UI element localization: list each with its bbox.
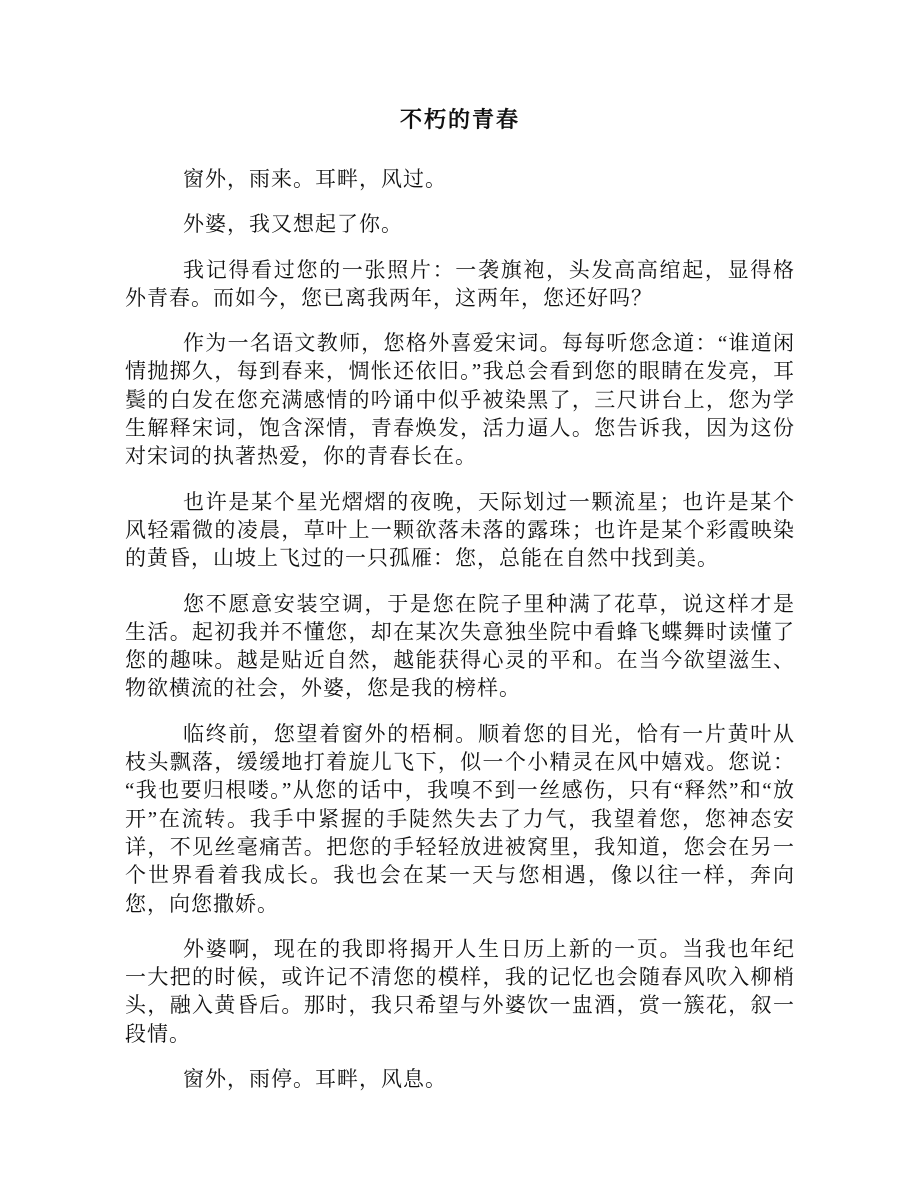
essay-title: 不朽的青春 bbox=[399, 107, 520, 132]
essay-paragraph: 也许是某个星光熠熠的夜晚，天际划过一颗流星；也许是某个风轻霜微的凌晨，草叶上一颗欲落未落的露珠；也许是某个彩霞映染的黄昏，山坡上飞过的一只孤雁：您，总能在自然中找到美。 bbox=[125, 489, 795, 571]
essay-paragraph: 临终前，您望着窗外的梧桐。顺着您的目光，恰有一片黄叶从枝头飘落，缓缓地打着旋儿飞下，似一个小精灵在风中嬉戏。您说：“我也要归根喽。”从您的话中，我嗅不到一丝感伤，只有“释然”和“放开”在流转。我手中紧握的手陡然失去了力气，我望着您，您神态安详，不见丝毫痛苦。把您的手轻轻放进被窝里，我知道，您会在另一个世界看着我成长。我也会在某一天与您相遇，像以往一样，奔向您，向您撒娇。 bbox=[125, 721, 795, 916]
essay-paragraph: 作为一名语文教师，您格外喜爱宋词。每每听您念道：“谁道闲情抛掷久，每到春来，惆怅还依旧。”我总会看到您的眼睛在发亮，耳鬓的白发在您充满感情的吟诵中似乎被染黑了，三尺讲台上，您为学生解释宋词，饱含深情，青春焕发，活力逼人。您告诉我，因为这份对宋词的执著热爱，你的青春长在。 bbox=[125, 331, 795, 469]
essay-paragraph: 窗外，雨来。耳畔，风过。 bbox=[183, 167, 447, 191]
essay-paragraph: 窗外，雨停。耳畔，风息。 bbox=[183, 1067, 447, 1092]
essay-paragraph: 外婆，我又想起了你。 bbox=[183, 212, 403, 237]
essay-paragraph: 您不愿意安装空调，于是您在院子里种满了花草，说这样才是生活。起初我并不懂您，却在某次失意独坐院中看蜂飞蝶舞时读懂了您的趣味。越是贴近自然，越能获得心灵的平和。在当今欲望滋生、物欲横流的社会，外婆，您是我的榜样。 bbox=[125, 591, 795, 701]
essay-paragraph: 外婆啊，现在的我即将揭开人生日历上新的一页。当我也年纪一大把的时候，或许记不清您的模样，我的记忆也会随春风吹入柳梢头，融入黄昏后。那时，我只希望与外婆饮一盅酒，赏一簇花，叙一段情。 bbox=[125, 936, 795, 1046]
essay-paragraph: 我记得看过您的一张照片：一袭旗袍，头发高高绾起，显得格外青春。而如今，您已离我两年，这两年，您还好吗？ bbox=[125, 257, 795, 310]
